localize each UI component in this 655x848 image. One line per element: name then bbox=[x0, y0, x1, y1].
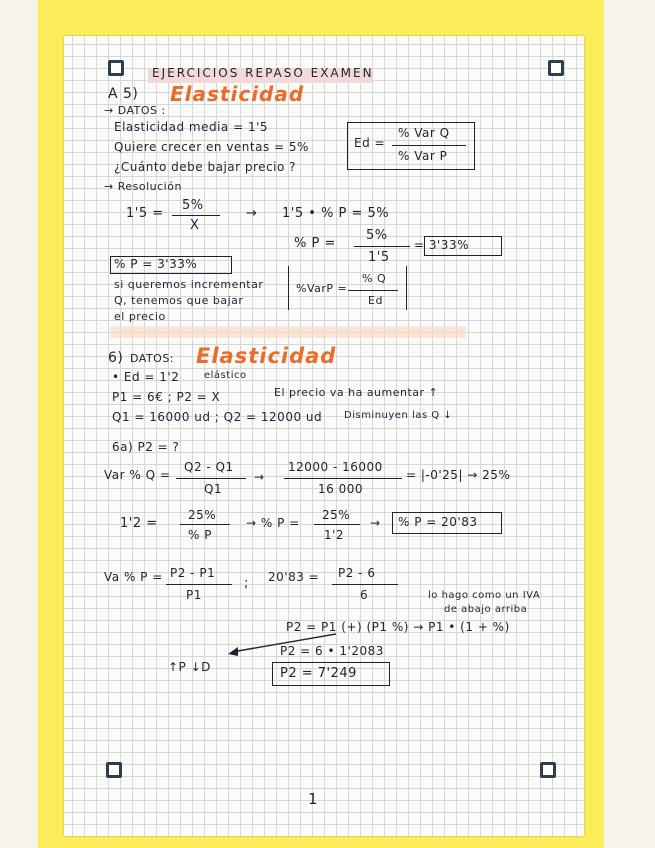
ex5-conclusion: el precio bbox=[114, 310, 166, 323]
arrow: → bbox=[370, 516, 381, 530]
page-number: 1 bbox=[308, 790, 318, 808]
var-q-den: Q1 bbox=[204, 482, 223, 496]
eq3-den: 1'5 bbox=[368, 250, 390, 265]
var-q-den2: 16 000 bbox=[318, 482, 363, 496]
var-p-den2: 6 bbox=[360, 588, 369, 602]
p2-answer: P2 = 7'249 bbox=[280, 666, 357, 681]
iva-note: lo hago como un IVA bbox=[428, 590, 541, 601]
eq1-lhs: 1'5 = bbox=[126, 206, 164, 221]
price-demand-arrows: ↑P ↓D bbox=[168, 660, 211, 674]
ex5-conclusion: Q, tenemos que bajar bbox=[114, 294, 244, 307]
iva-note: de abajo arriba bbox=[444, 604, 528, 615]
grid-paper-sheet bbox=[64, 36, 584, 836]
fraction-line bbox=[392, 145, 466, 146]
p-answer: % P = 20'83 bbox=[398, 515, 478, 529]
corner-mark-icon bbox=[106, 762, 122, 778]
corner-mark-icon bbox=[540, 762, 556, 778]
fraction-line bbox=[180, 524, 230, 525]
p-num: 25% bbox=[322, 508, 351, 522]
ex6-quantities: Q1 = 16000 ud ; Q2 = 12000 ud bbox=[112, 410, 323, 424]
eq2: 1'5 • % P = 5% bbox=[282, 206, 390, 221]
fraction-line bbox=[284, 478, 402, 479]
p-den: 1'2 bbox=[324, 528, 345, 542]
fraction-line bbox=[172, 215, 220, 216]
eq3-num: 5% bbox=[366, 228, 388, 243]
elasticity-den: % P bbox=[188, 528, 212, 542]
var-q-result: = |-0'25| → 25% bbox=[406, 468, 511, 482]
var-q-num2: 12000 - 16000 bbox=[288, 460, 383, 474]
ex5-line: ¿Cuánto debe bajar precio ? bbox=[114, 160, 297, 174]
p2-formula: P2 = P1 (+) (P1 %) → P1 • (1 + %) bbox=[286, 620, 510, 634]
var-p-num2: P2 - 6 bbox=[338, 566, 376, 580]
var-p-lhs2: 20'83 = bbox=[268, 570, 320, 584]
var-p-num: P2 - P1 bbox=[170, 566, 216, 580]
fraction-line bbox=[176, 478, 246, 479]
eq1-den: X bbox=[190, 218, 200, 233]
p2-calc: P2 = 6 • 1'2083 bbox=[280, 644, 384, 658]
eq1-num: 5% bbox=[182, 198, 204, 213]
ex5-conclusion: si queremos incrementar bbox=[114, 278, 264, 291]
ex6-quantity-note: Disminuyen las Q ↓ bbox=[344, 410, 453, 421]
eq3-result: = 3'33% bbox=[414, 238, 469, 252]
formula2-den: Ed bbox=[368, 294, 383, 307]
elasticity-lhs: 1'2 = bbox=[120, 516, 158, 531]
resolucion-label: → Resolución bbox=[104, 180, 182, 193]
eq3-lhs: % P = bbox=[294, 236, 336, 251]
corner-mark-icon bbox=[548, 60, 564, 76]
ex5-answer: % P = 3'33% bbox=[114, 257, 198, 271]
separator: ; bbox=[244, 576, 249, 591]
ed-formula-num: % Var Q bbox=[398, 126, 450, 140]
ex6-ed: • Ed = 1'2 bbox=[112, 370, 180, 384]
formula2-lhs: %VarP = bbox=[296, 282, 348, 295]
ex5-title: Elasticidad bbox=[170, 82, 305, 106]
fraction-line bbox=[332, 584, 398, 585]
ex6a-question: 6a) P2 = ? bbox=[112, 440, 180, 454]
var-p-den: P1 bbox=[186, 588, 202, 602]
ex5-datos-label: → DATOS : bbox=[104, 104, 166, 117]
ex6-elastico: elástico bbox=[204, 370, 247, 381]
highlight-stroke bbox=[110, 326, 466, 338]
ex5-line: Elasticidad media = 1'5 bbox=[114, 120, 269, 134]
ex6-label: 6) bbox=[108, 350, 124, 366]
arrow: → bbox=[254, 470, 265, 484]
fraction-line bbox=[314, 524, 360, 525]
ed-formula-lhs: Ed = bbox=[354, 136, 386, 150]
ed-formula-den: % Var P bbox=[398, 149, 448, 163]
ex6-price-note: El precio va ha aumentar ↑ bbox=[274, 386, 439, 399]
corner-mark-icon bbox=[108, 60, 124, 76]
formula2-num: % Q bbox=[362, 272, 387, 285]
p-lhs: → % P = bbox=[246, 516, 300, 530]
ex6-datos-label: DATOS: bbox=[130, 352, 175, 365]
formula2-bracket bbox=[400, 266, 407, 310]
var-p-lhs: Va % P = bbox=[104, 570, 163, 584]
ex5-label: A 5) bbox=[108, 86, 139, 102]
elasticity-num: 25% bbox=[188, 508, 217, 522]
fraction-line bbox=[166, 584, 232, 585]
ex6-prices: P1 = 6€ ; P2 = X bbox=[112, 390, 221, 404]
fraction-line bbox=[348, 290, 398, 291]
var-q-num: Q2 - Q1 bbox=[184, 460, 234, 474]
arrow: → bbox=[246, 206, 258, 221]
ex5-line: Quiere crecer en ventas = 5% bbox=[114, 140, 309, 154]
page-title: EJERCICIOS REPASO EXAMEN bbox=[152, 66, 374, 80]
var-q-lhs: Var % Q = bbox=[104, 468, 171, 482]
ex6-title: Elasticidad bbox=[196, 344, 337, 368]
fraction-line bbox=[354, 246, 410, 247]
